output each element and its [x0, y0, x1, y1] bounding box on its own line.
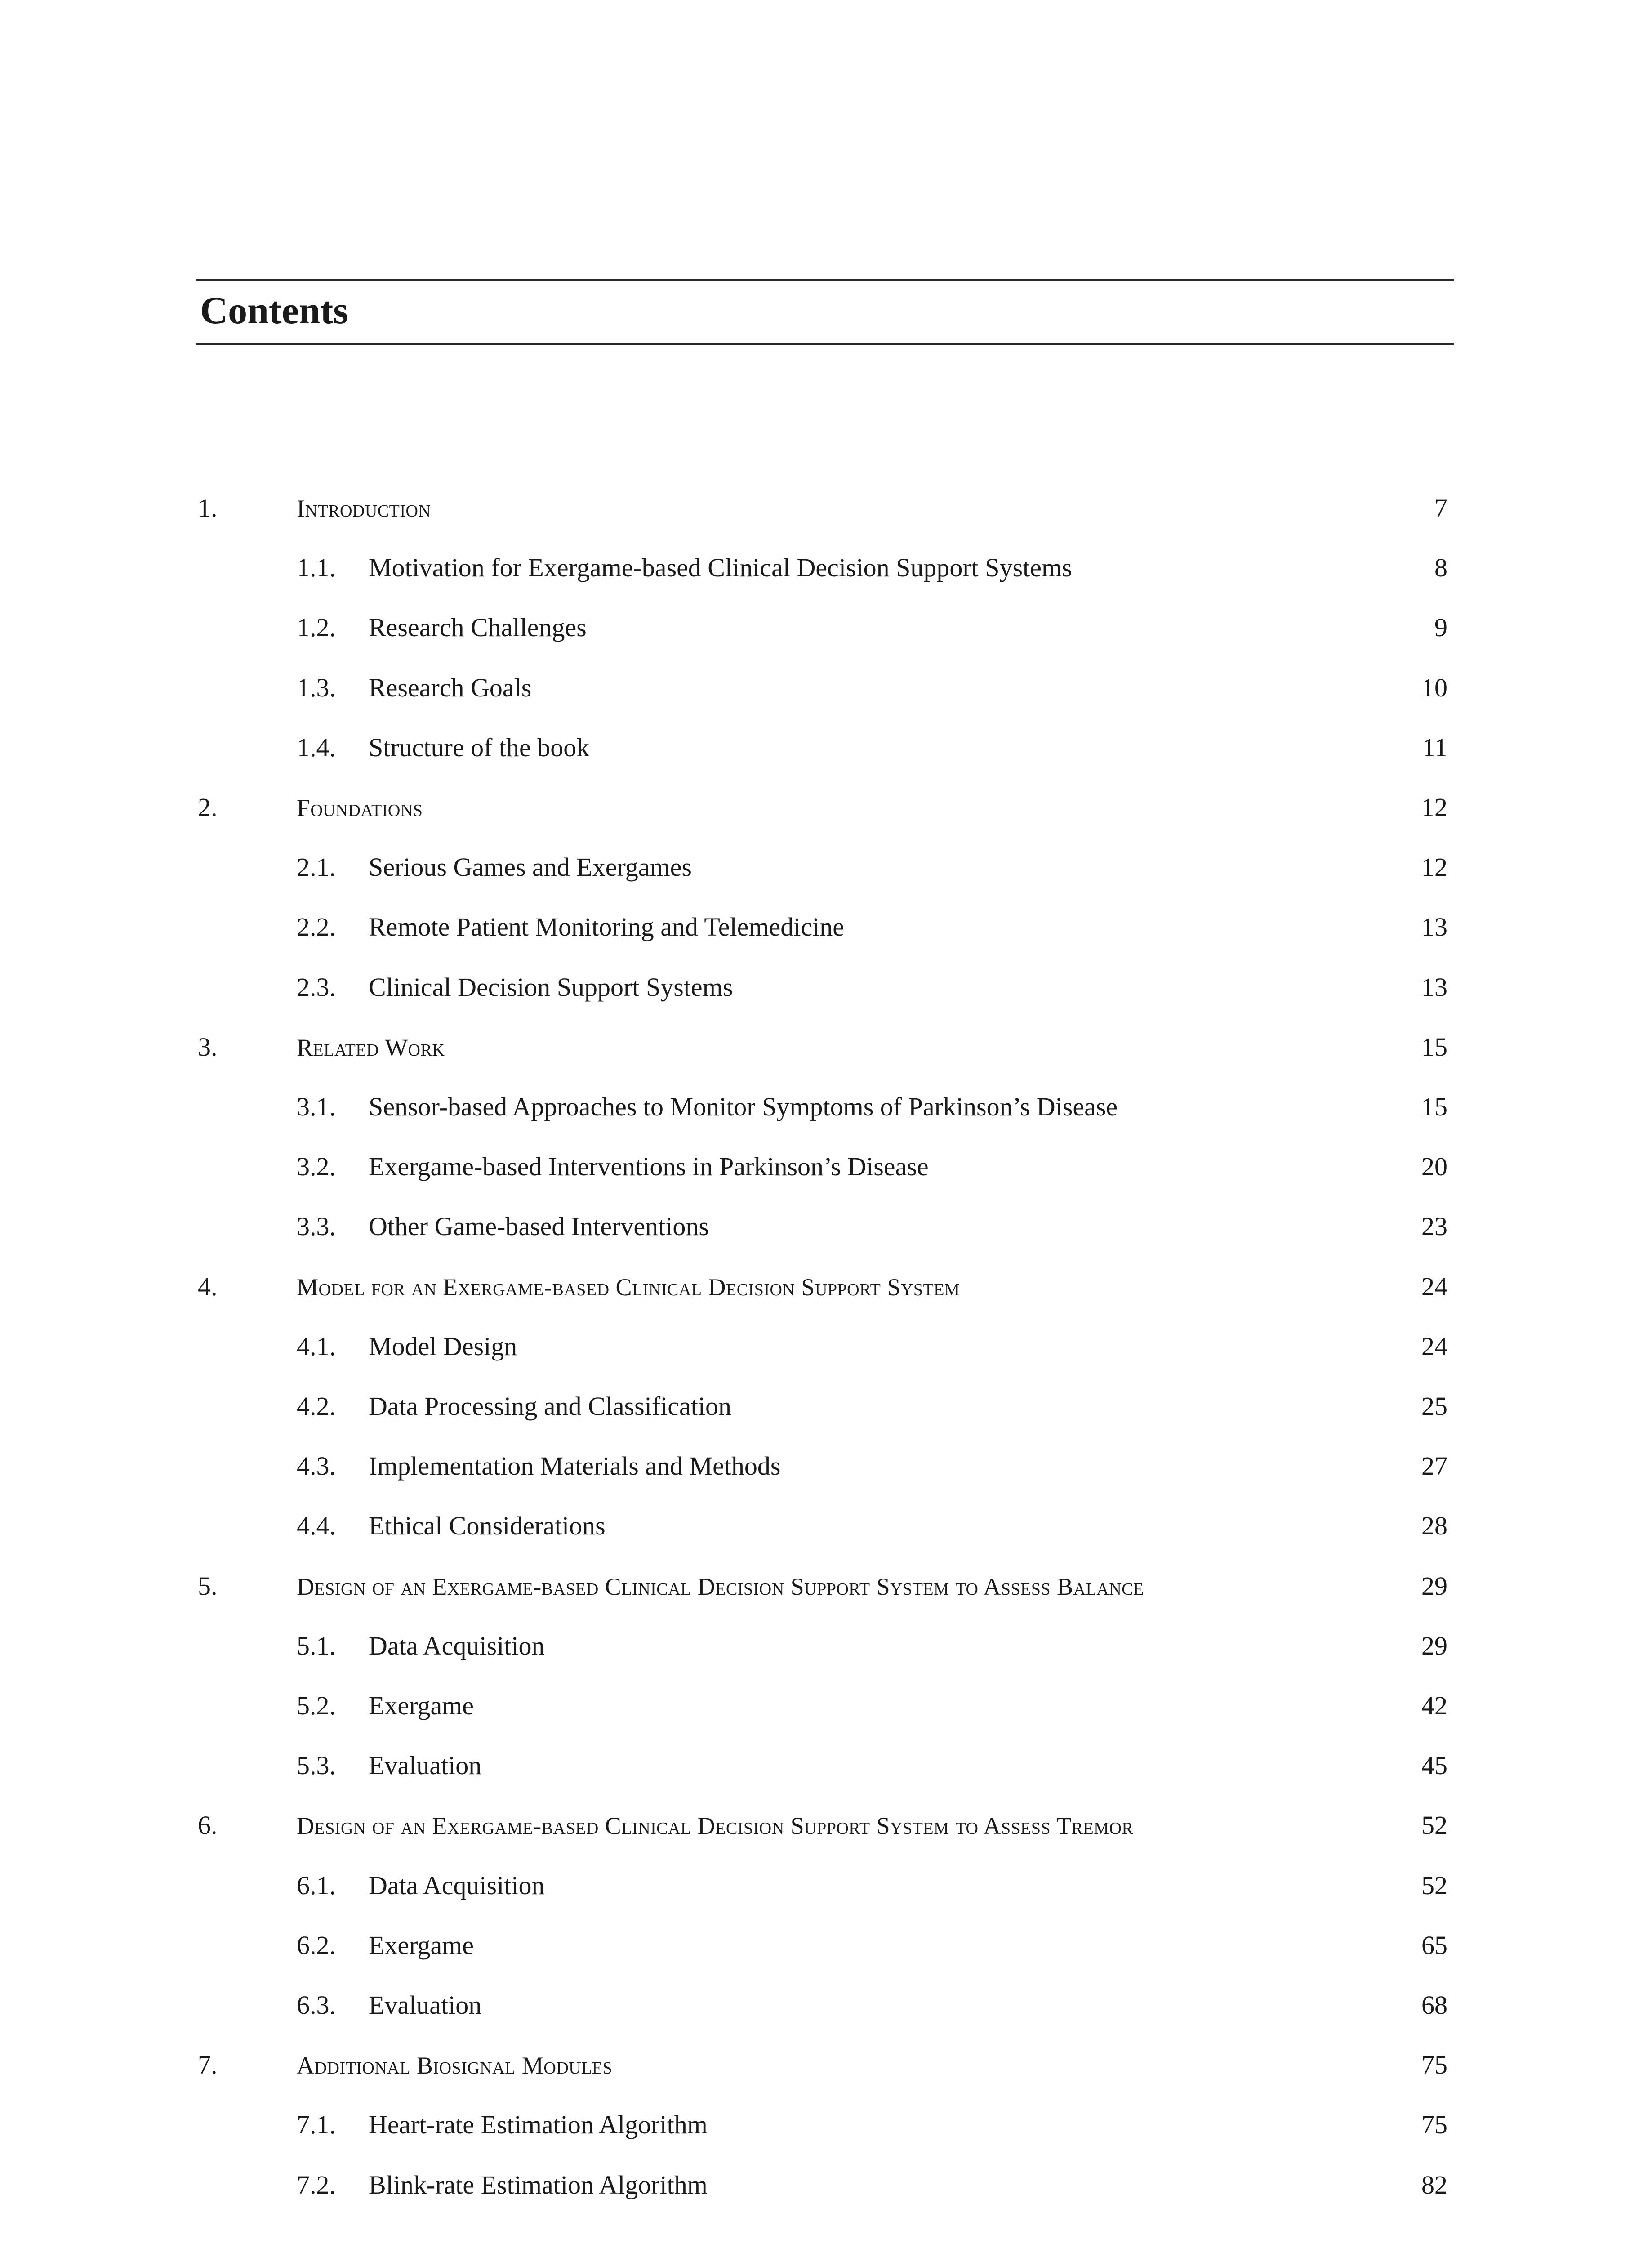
toc-entry-page: 28 [1421, 1511, 1447, 1541]
toc-entry-number: 4.1. [297, 1331, 336, 1361]
toc-entry-number: 6.1. [297, 1870, 336, 1900]
dot-leader [784, 1466, 1419, 1475]
toc-entry-page: 15 [1421, 1032, 1447, 1062]
toc-entry-title: Foundations [297, 794, 423, 821]
toc-entry-title: Blink-rate Estimation Algorithm [369, 2170, 708, 2199]
dot-leader [1120, 1106, 1419, 1115]
toc-entry-page: 13 [1421, 912, 1447, 942]
toc-entry-title: Design of an Exergame-based Clinical Decision Support System to Assess Tremor [297, 1812, 1134, 1840]
toc-entry-page: 25 [1421, 1392, 1447, 1421]
dot-leader [1147, 1586, 1419, 1595]
dot-leader [712, 1226, 1419, 1235]
toc-section-entry [297, 907, 1447, 947]
dot-leader [710, 2185, 1419, 2194]
toc-section-entry [297, 668, 1447, 708]
toc-chapter-entry [198, 2045, 1447, 2085]
dot-leader [520, 1346, 1419, 1355]
toc-entry-title: Data Processing and Classification [369, 1392, 731, 1421]
toc-entry-number: 2. [198, 793, 218, 822]
toc-entry-title: Exergame [369, 1930, 474, 1960]
toc-entry-title: Model for an Exergame-based Clinical Decision Support System [297, 1273, 960, 1301]
toc-section-entry [297, 967, 1447, 1008]
dot-leader [615, 2065, 1419, 2074]
toc-entry-page: 9 [1434, 613, 1447, 642]
toc-entry-page: 29 [1421, 1571, 1447, 1601]
dot-leader [710, 2124, 1419, 2133]
toc-entry-number: 2.3. [297, 972, 336, 1002]
toc-entry-title: Serious Games and Exergames [369, 852, 692, 882]
toc-entry-title: Heart-rate Estimation Algorithm [369, 2110, 708, 2140]
toc-entry-number: 1.4. [297, 732, 336, 762]
toc-entry-number: 2.2. [297, 912, 336, 942]
dot-leader [484, 1765, 1419, 1774]
dot-leader [547, 1646, 1419, 1655]
toc-entry-page: 29 [1421, 1631, 1447, 1660]
toc-entry-page: 11 [1422, 732, 1447, 762]
toc-entry-title: Remote Patient Monitoring and Telemedicine [369, 912, 844, 942]
toc-entry-number: 3.3. [297, 1212, 336, 1241]
toc-entry-page: 12 [1421, 852, 1447, 882]
dot-leader [447, 1047, 1419, 1056]
toc-entry-title: Model Design [369, 1331, 517, 1361]
toc-entry-page: 15 [1421, 1092, 1447, 1121]
dot-leader [1075, 567, 1432, 576]
toc-section-entry [297, 1087, 1447, 1127]
dot-leader [476, 1945, 1419, 1954]
toc-entry-number: 1. [198, 493, 218, 522]
toc-entry-title: Sensor-based Approaches to Monitor Symptoms of Parkinson’s Disease [369, 1092, 1118, 1121]
toc-section-entry [297, 1206, 1447, 1247]
bottom-rule [196, 343, 1454, 345]
toc-entry-page: 42 [1421, 1691, 1447, 1720]
toc-entry-page: 75 [1421, 2050, 1447, 2080]
toc-entry-page: 82 [1421, 2170, 1447, 2199]
toc-entry-page: 24 [1421, 1331, 1447, 1361]
toc-entry-title: Evaluation [369, 1990, 482, 2020]
toc-chapter-entry [198, 787, 1447, 828]
toc-entry-number: 4.4. [297, 1511, 336, 1541]
toc-section-entry [297, 548, 1447, 588]
toc-section-entry [297, 1686, 1447, 1726]
toc-chapter-entry [198, 1267, 1447, 1307]
toc-entry-title: Implementation Materials and Methods [369, 1451, 781, 1481]
toc-entry-number: 6.3. [297, 1990, 336, 2020]
toc-entry-page: 75 [1421, 2110, 1447, 2140]
toc-entry-page: 68 [1421, 1990, 1447, 2020]
toc-entry-page: 8 [1434, 553, 1447, 583]
toc-entry-number: 6. [198, 1811, 218, 1840]
toc-entry-number: 4. [198, 1271, 218, 1301]
toc-entry-title: Introduction [297, 495, 431, 522]
toc-section-entry [297, 1745, 1447, 1786]
dot-leader [734, 1406, 1419, 1415]
toc-entry-title: Research Challenges [369, 613, 587, 642]
toc-entry-number: 4.3. [297, 1451, 336, 1481]
toc-section-entry [297, 607, 1447, 648]
toc-entry-number: 7. [198, 2050, 218, 2080]
toc-entry-page: 52 [1421, 1870, 1447, 1900]
dot-leader [547, 1885, 1419, 1894]
toc-entry-title: Ethical Considerations [369, 1511, 606, 1541]
dot-leader [735, 987, 1419, 996]
toc-entry-title: Exergame-based Interventions in Parkinson’s Disease [369, 1152, 929, 1182]
dot-leader [1136, 1825, 1419, 1834]
toc-entry-page: 12 [1421, 793, 1447, 822]
toc-entry-number: 1.2. [297, 613, 336, 642]
toc-section-entry [297, 1626, 1447, 1666]
toc-section-entry [297, 1506, 1447, 1546]
toc-section-entry [297, 1865, 1447, 1906]
dot-leader [962, 1286, 1419, 1295]
toc-entry-number: 2.1. [297, 852, 336, 882]
toc-entry-number: 5. [198, 1571, 218, 1601]
toc-entry-number: 3. [198, 1032, 218, 1062]
toc-entry-page: 27 [1421, 1451, 1447, 1481]
toc-entry-number: 4.2. [297, 1392, 336, 1421]
toc-section-entry [297, 727, 1447, 768]
toc-entry-title: Structure of the book [369, 732, 590, 762]
toc-entry-title: Clinical Decision Support Systems [369, 972, 733, 1002]
toc-entry-title: Other Game-based Interventions [369, 1212, 709, 1241]
toc-entry-page: 10 [1421, 673, 1447, 702]
toc-entry-title: Related Work [297, 1034, 445, 1061]
toc-entry-number: 3.2. [297, 1152, 336, 1182]
dot-leader [425, 807, 1419, 816]
dot-leader [589, 627, 1432, 636]
dot-leader [608, 1525, 1419, 1534]
toc-entry-title: Data Acquisition [369, 1631, 545, 1660]
toc-section-entry [297, 2165, 1447, 2205]
dot-leader [484, 2005, 1419, 2014]
toc-entry-number: 7.1. [297, 2110, 336, 2140]
toc-entry-number: 1.1. [297, 553, 336, 583]
toc-entry-page: 45 [1421, 1751, 1447, 1780]
toc-entry-number: 5.2. [297, 1691, 336, 1720]
dot-leader [534, 687, 1419, 696]
toc-chapter-entry [198, 1027, 1447, 1067]
toc-section-entry [297, 2105, 1447, 2145]
toc-section-entry [297, 1326, 1447, 1367]
toc-entry-title: Motivation for Exergame-based Clinical Decision Support Systems [369, 553, 1072, 583]
toc-chapter-entry [198, 1566, 1447, 1606]
toc-entry-title: Exergame [369, 1691, 474, 1720]
toc-entry-number: 1.3. [297, 673, 336, 702]
toc-entry-number: 3.1. [297, 1092, 336, 1121]
toc-section-entry [297, 1446, 1447, 1486]
toc-entry-page: 52 [1421, 1811, 1447, 1840]
dot-leader [695, 867, 1419, 876]
toc-section-entry [297, 1925, 1447, 1966]
page-title: Contents [200, 289, 348, 332]
toc-entry-number: 5.3. [297, 1751, 336, 1780]
toc-entry-number: 6.2. [297, 1930, 336, 1960]
dot-leader [433, 508, 1432, 517]
toc-entry-title: Evaluation [369, 1751, 482, 1780]
toc-entry-page: 20 [1421, 1152, 1447, 1182]
toc-section-entry [297, 1386, 1447, 1427]
toc-entry-number: 7.2. [297, 2170, 336, 2199]
toc-entry-page: 23 [1421, 1212, 1447, 1241]
toc-entry-page: 13 [1421, 972, 1447, 1002]
top-rule [196, 279, 1454, 281]
toc-entry-title: Design of an Exergame-based Clinical Decision Support System to Assess Balance [297, 1573, 1144, 1600]
toc-entry-page: 65 [1421, 1930, 1447, 1960]
toc-entry-number: 5.1. [297, 1631, 336, 1660]
dot-leader [476, 1705, 1419, 1714]
toc-section-entry [297, 847, 1447, 888]
toc-entry-title: Data Acquisition [369, 1870, 545, 1900]
toc-section-entry [297, 1146, 1447, 1187]
dot-leader [592, 747, 1420, 756]
toc-entry-page: 7 [1434, 493, 1447, 522]
dot-leader [931, 1166, 1419, 1175]
dot-leader [847, 927, 1419, 936]
toc-section-entry [297, 1985, 1447, 2025]
toc-entry-title: Research Goals [369, 673, 532, 702]
toc-chapter-entry [198, 1805, 1447, 1846]
toc-entry-title: Additional Biosignal Modules [297, 2052, 613, 2079]
toc-chapter-entry [198, 488, 1447, 528]
toc-entry-page: 24 [1421, 1271, 1447, 1301]
